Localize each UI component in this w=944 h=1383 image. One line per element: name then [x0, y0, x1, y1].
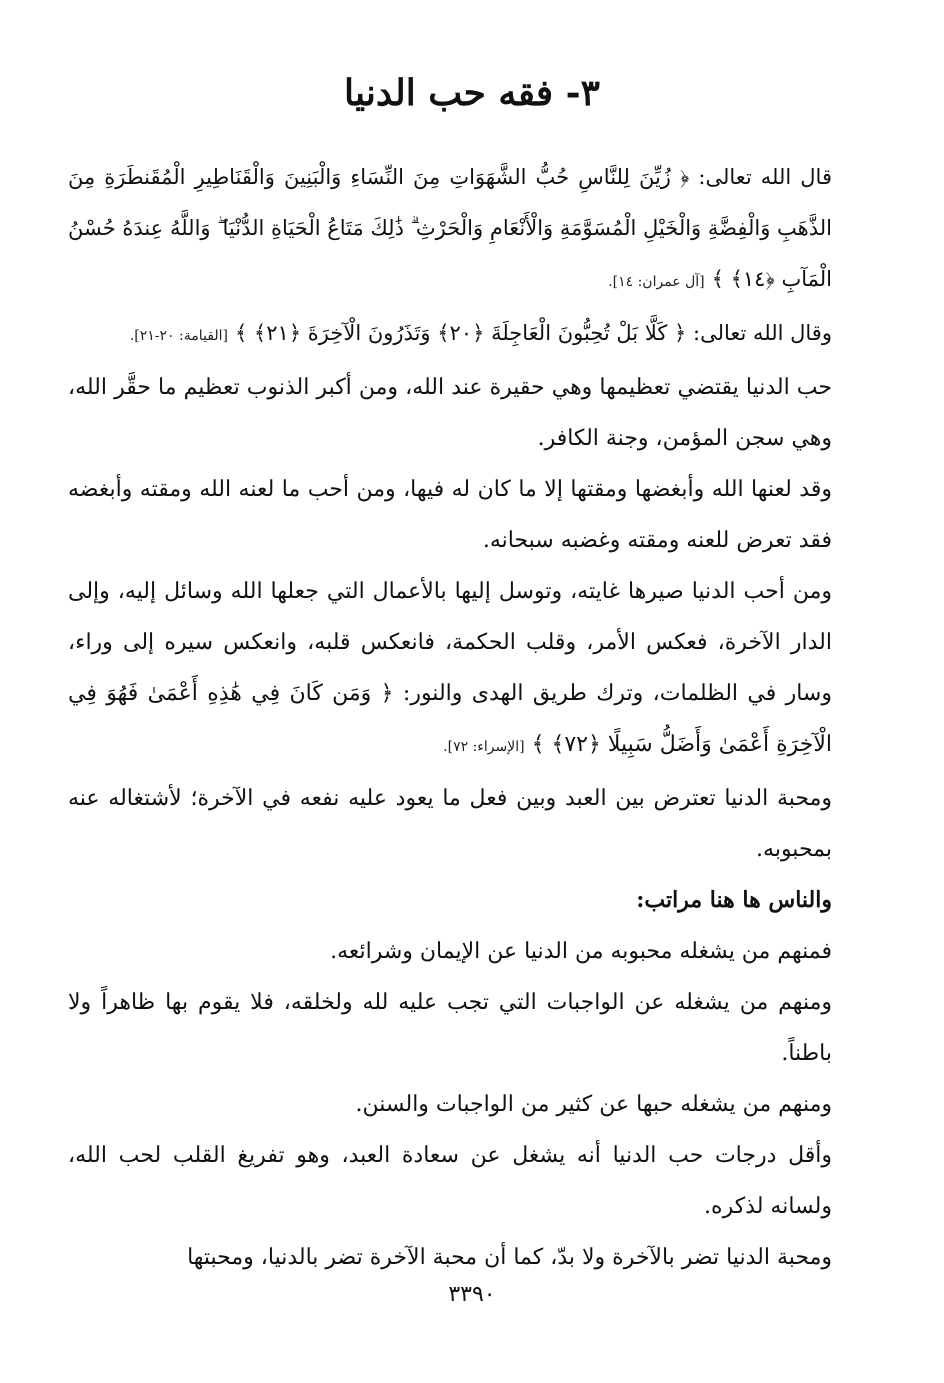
- page-title: ٣- فقه حب الدنيا: [344, 72, 600, 114]
- verse-text: قال الله تعالى: ﴿ زُيِّنَ لِلنَّاسِ حُبُّ الشَّهَوَاتِ مِنَ النِّسَاءِ وَالْبَنِينَ وَالْقَنَاطِيرِ الْمُقَنطَرَةِ مِنَ الذَّهَبِ وَالْفِضَّةِ وَالْخَيْلِ الْمُسَوَّمَةِ وَالْأَنْعَامِ وَالْحَرْثِ ۗ ذَٰلِكَ مَتَاعُ الْحَيَاةِ الدُّنْيَا ۖ وَاللَّهُ عِندَهُ حُسْنُ الْمَآبِ ﴿١٤﴾ ﴾: [68, 165, 832, 291]
- paragraph: وقد لعنها الله وأبغضها ومقتها إلا ما كان له فيها، ومن أحب ما لعنه الله ومقته وأبغضه فقد تعرض للعنه ومقته وغضبه سبحانه.: [68, 477, 832, 553]
- paragraph: ومنهم من يشغله حبها عن كثير من الواجبات والسنن.: [355, 1092, 832, 1117]
- paragraph: ومنهم من يشغله عن الواجبات التي تجب عليه لله ولخلقه، فلا يقوم بها ظاهراً ولا باطناً.: [68, 990, 832, 1066]
- paragraph: وأقل درجات حب الدنيا أنه يشغل عن سعادة العبد، وهو تفريغ القلب لحب الله، ولسانه لذكره.: [68, 1143, 832, 1219]
- paragraph: [68, 566, 832, 773]
- verse-reference: [القيامة: ٢٠-٢١].: [129, 328, 228, 344]
- paragraph: فمنهم من يشغله محبوبه من الدنيا عن الإيمان وشرائعه.: [330, 939, 832, 964]
- page-number: ٣٣٩٠: [448, 1282, 496, 1307]
- quran-verse-paragraph: [68, 152, 832, 308]
- verse-reference: [الإسراء: ٧٢].: [443, 739, 525, 755]
- body-text: [68, 152, 832, 1283]
- verse-text: وقال الله تعالى: ﴿ كَلَّا بَلْ تُحِبُّونَ الْعَاجِلَةَ ﴿٢٠﴾ وَتَذَرُونَ الْآخِرَةَ ﴿٢١﴾ ﴾: [234, 321, 832, 345]
- paragraph: حب الدنيا يقتضي تعظيمها وهي حقيرة عند الله، ومن أكبر الذنوب تعظيم ما حقَّر الله، وهي سجن المؤمن، وجنة الكافر.: [68, 375, 832, 451]
- section-heading: والناس ها هنا مراتب:: [636, 887, 832, 913]
- quran-verse-paragraph: [68, 308, 832, 362]
- paragraph: ومحبة الدنيا تضر بالآخرة ولا بدّ، كما أن محبة الآخرة تضر بالدنيا، ومحبتها: [187, 1245, 832, 1270]
- verse-reference: [آل عمران: ١٤].: [608, 274, 705, 290]
- paragraph-text: ومن أحب الدنيا صيرها غايته، وتوسل إليها بالأعمال التي جعلها الله وسائل إليه، وإلى الدار الآخرة، فعكس الأمر، وقلب الحكمة، فانعكس قلبه، وانعكس سيره إلى وراء، وسار في الظلمات، وترك طريق الهدى والنور: ﴿ وَمَن كَانَ فِي هَٰذِهِ أَعْمَىٰ فَهُوَ فِي الْآخِرَةِ أَعْمَىٰ وَأَضَلُّ سَبِيلًا ﴿٧٢﴾ ﴾: [68, 579, 832, 757]
- paragraph: ومحبة الدنيا تعترض بين العبد وبين فعل ما يعود عليه نفعه في الآخرة؛ لأشتغاله عنه بمحبوبه.: [68, 786, 832, 862]
